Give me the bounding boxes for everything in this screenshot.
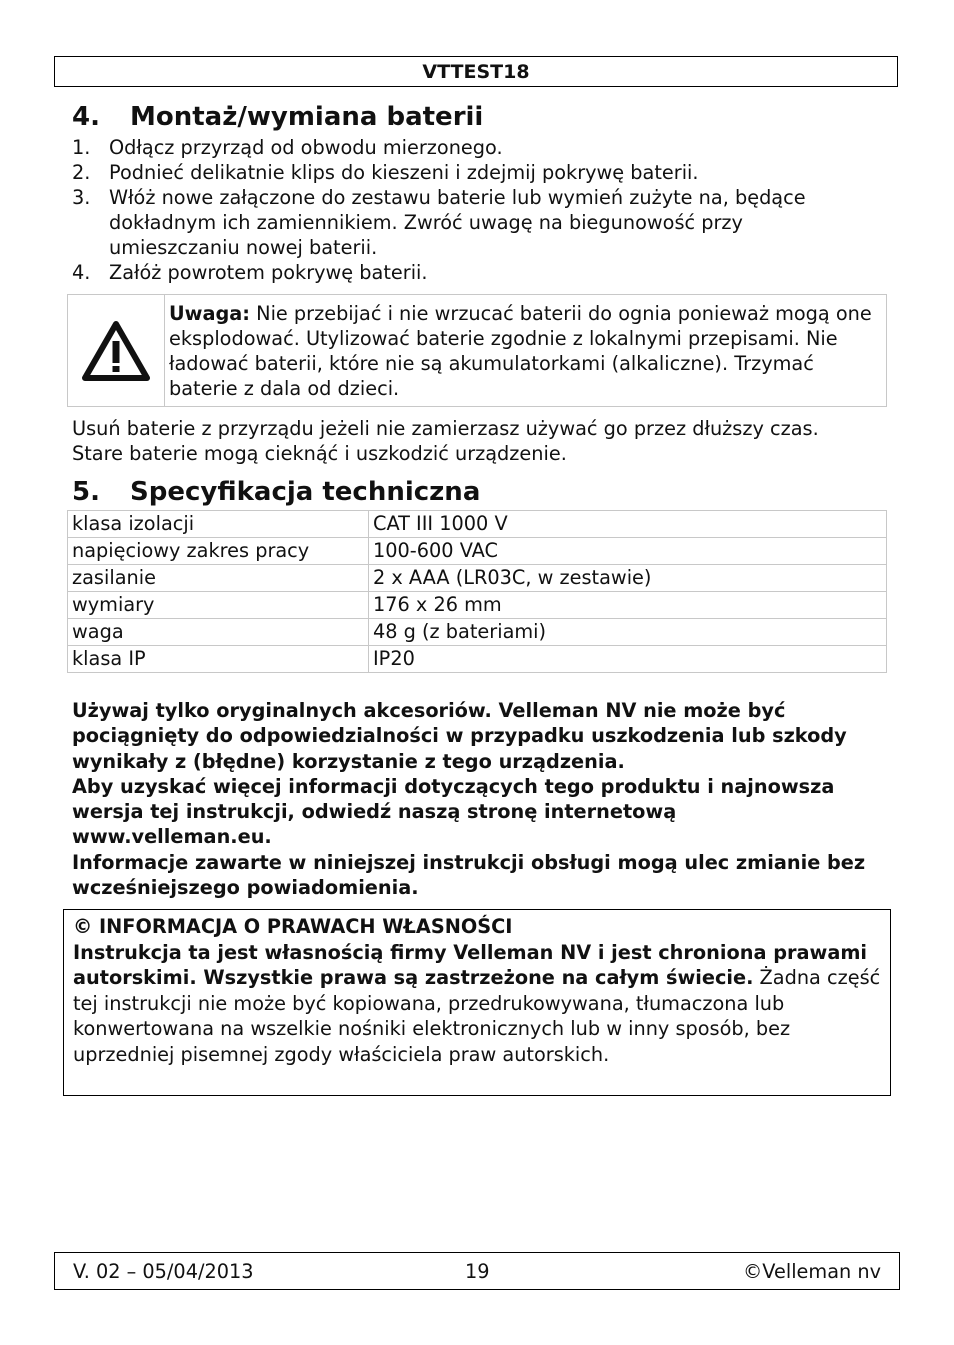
change-note: Informacje zawarte w niniejszej instrukcji obsługi mogą ulec zmianie bez wcześniejszego powiadomienia. bbox=[72, 850, 866, 900]
step-text: Załóż powrotem pokrywę baterii. bbox=[109, 261, 428, 284]
section-title: Montaż/wymiana baterii bbox=[130, 102, 484, 132]
battery-removal-note: Usuń baterie z przyrządu jeżeli nie zamierzasz używać go przez dłuższy czas. Stare baterie mogą ciekną́ć i uszkodzić urządzenie. bbox=[72, 417, 819, 465]
warning-label: Uwaga: bbox=[169, 302, 251, 325]
step-text: Podnieć delikatnie klips do kieszeni i zdejmij pokrywę baterii. bbox=[109, 161, 699, 184]
spec-key: waga bbox=[68, 619, 369, 646]
table-row bbox=[68, 511, 887, 538]
warning-box bbox=[67, 294, 887, 407]
spec-value: CAT III 1000 V bbox=[369, 511, 887, 538]
step-number: 2. bbox=[72, 161, 91, 184]
copyright-bold-text: Instrukcja ta jest własnością firmy Velleman NV i jest chroniona prawami autorskimi. Wszystkie prawa są zastrzeżone na całym świecie. bbox=[73, 940, 868, 989]
warning-triangle-icon bbox=[81, 320, 151, 382]
list-item bbox=[72, 185, 872, 260]
table-row bbox=[68, 565, 887, 592]
step-number: 4. bbox=[72, 261, 91, 284]
section-4-heading bbox=[72, 101, 483, 133]
spec-value: 100-600 VAC bbox=[369, 538, 887, 565]
spec-key: klasa IP bbox=[68, 646, 369, 673]
version-date: V. 02 – 05/04/2013 bbox=[73, 1260, 254, 1283]
spec-table bbox=[67, 510, 887, 673]
warning-body: Nie przebijać i nie wrzucać baterii do ognia ponieważ mogą one eksplodować. Utylizować baterie zgodnie z lokalnymi przepisami. Nie ładować baterii, które nie są akumulatorkami (alkaliczne). Trzymać baterie z dala od dzieci. bbox=[169, 302, 872, 400]
spec-value: IP20 bbox=[369, 646, 887, 673]
copyright-box bbox=[63, 909, 891, 1096]
accessories-note: Używaj tylko oryginalnych akcesoriów. Velleman NV nie może być pociągnięty do odpowiedzialności w przypadku uszkodzenia lub szkody wynikały z (błędne) korzystanie z tego urządzenia. bbox=[72, 699, 847, 773]
step-text: Odłącz przyrząd od obwodu mierzonego. bbox=[109, 136, 503, 159]
section-title: Specyfikacja techniczna bbox=[130, 477, 481, 507]
spec-value: 48 g (z bateriami) bbox=[369, 619, 887, 646]
spec-value: 176 x 26 mm bbox=[369, 592, 887, 619]
page-footer bbox=[54, 1252, 900, 1290]
table-row bbox=[68, 538, 887, 565]
brand-copyright: ©Velleman nv bbox=[743, 1260, 881, 1283]
spec-key: napięciowy zakres pracy bbox=[68, 538, 369, 565]
battery-steps-list bbox=[72, 135, 872, 285]
spec-key: zasilanie bbox=[68, 565, 369, 592]
list-item bbox=[72, 260, 872, 285]
page-number: 19 bbox=[465, 1260, 490, 1283]
table-row bbox=[68, 592, 887, 619]
warning-text bbox=[165, 295, 886, 406]
spec-value: 2 x AAA (LR03C, w zestawie) bbox=[369, 565, 887, 592]
list-item bbox=[72, 160, 872, 185]
step-text: Włóż nowe załączone do zestawu baterie lub wymień zużyte na, będące dokładnym ich zamiennikiem. Zwróć uwagę na biegunowość przy umieszczaniu nowej baterii. bbox=[109, 186, 806, 259]
copyright-text bbox=[73, 940, 881, 1068]
list-item bbox=[72, 135, 872, 160]
section-5-heading bbox=[72, 476, 480, 508]
copyright-title: © INFORMACJA O PRAWACH WŁASNOŚCI bbox=[73, 915, 513, 938]
copyright-body: Żadna część tej instrukcji nie może być kopiowana, przedrukowywana, tłumaczona lub konwertowana na wszelkie nośniki elektronicznych lub w inny sposób, bez uprzedniej pisemnej zgody właściciela praw autorskich. bbox=[73, 966, 881, 1066]
info-note: Aby uzyskać więcej informacji dotyczących tego produktu i najnowsza wersja tej instrukcji, odwiedź naszą stronę internetową www.velleman.eu. bbox=[72, 774, 835, 849]
step-number: 1. bbox=[72, 136, 91, 159]
warning-icon-cell bbox=[68, 295, 165, 406]
section-number: 5. bbox=[72, 477, 100, 507]
notes-block bbox=[72, 698, 882, 900]
table-row bbox=[68, 646, 887, 673]
model-name: VTTEST18 bbox=[422, 61, 530, 83]
section-number: 4. bbox=[72, 102, 100, 132]
spec-key: wymiary bbox=[68, 592, 369, 619]
spec-key: klasa izolacji bbox=[68, 511, 369, 538]
step-number: 3. bbox=[72, 186, 91, 209]
table-row bbox=[68, 619, 887, 646]
page-header bbox=[54, 56, 898, 87]
